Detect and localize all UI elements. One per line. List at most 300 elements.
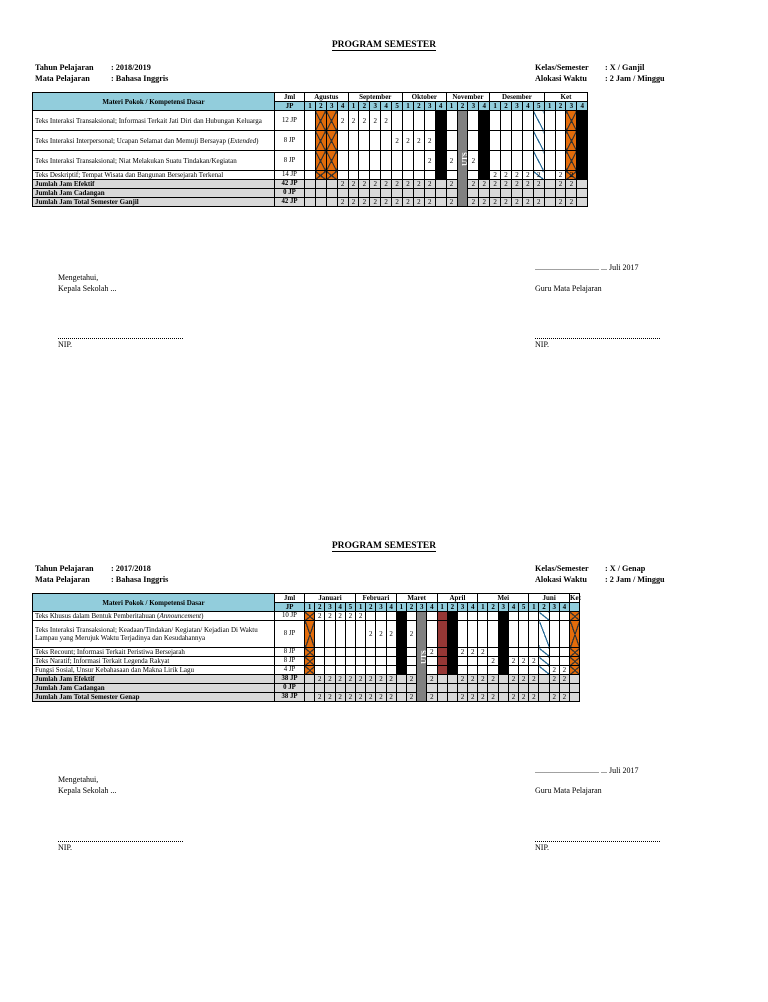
week-cell: 2 — [348, 198, 359, 207]
week-cell — [501, 151, 512, 171]
table-row — [33, 666, 580, 675]
week-cell — [498, 657, 508, 666]
week-cell — [577, 131, 588, 151]
week-cell: 2 — [555, 171, 566, 180]
nip-left: NIP. — [58, 340, 73, 349]
week-number: 2 — [413, 102, 424, 111]
materi-cell: Jumlah Jam Efektif — [33, 675, 275, 684]
week-cell: 2 — [315, 612, 325, 621]
week-cell — [529, 612, 539, 621]
week-cell — [335, 684, 345, 693]
week-cell — [381, 171, 392, 180]
week-cell — [447, 621, 457, 648]
table-row — [33, 151, 588, 171]
week-cell: 2 — [519, 675, 529, 684]
week-cell: 2 — [370, 111, 381, 131]
week-cell — [437, 684, 447, 693]
week-cell — [498, 648, 508, 657]
week-cell — [544, 111, 555, 131]
week-cell: 2 — [335, 675, 345, 684]
week-cell — [559, 684, 569, 693]
summary-row — [33, 198, 588, 207]
week-cell: 2 — [370, 180, 381, 189]
materi-cell: Teks Deskriptif; Tempat Wisata dan Bangunan Bersejarah Terkenal — [33, 171, 275, 180]
week-number: 4 — [386, 603, 396, 612]
week-number: 2 — [406, 603, 416, 612]
materi-cell: Jumlah Jam Total Semester Genap — [33, 693, 275, 702]
mengetahui-label: Mengetahui, — [58, 775, 99, 784]
week-cell: 2 — [519, 657, 529, 666]
week-cell — [508, 621, 518, 648]
week-cell — [337, 189, 348, 198]
kelas-label: Kelas/Semester — [535, 63, 589, 72]
week-cell — [406, 666, 416, 675]
week-cell — [549, 657, 559, 666]
week-cell: 2 — [392, 198, 403, 207]
month-header: Ket — [570, 594, 581, 602]
week-cell — [544, 151, 555, 171]
uts-column: UTS — [457, 111, 468, 207]
week-cell: 2 — [512, 180, 523, 189]
week-cell — [427, 666, 437, 675]
week-cell: 2 — [529, 657, 539, 666]
week-cell — [424, 189, 435, 198]
materi-cell: Jumlah Jam Total Semester Ganjil — [33, 198, 275, 207]
week-cell: 2 — [457, 648, 467, 657]
week-cell — [325, 648, 335, 657]
week-cell — [539, 684, 549, 693]
week-number: 3 — [417, 603, 427, 612]
week-cell — [376, 684, 386, 693]
week-cell: 2 — [359, 180, 370, 189]
week-cell — [501, 111, 512, 131]
week-cell — [396, 675, 406, 684]
week-cell: 2 — [468, 151, 479, 171]
week-number: 1 — [403, 102, 414, 111]
summary-row — [33, 684, 580, 693]
week-cell — [577, 180, 588, 189]
week-cell — [370, 151, 381, 171]
week-cell: 2 — [381, 111, 392, 131]
week-cell: 2 — [478, 693, 488, 702]
week-cell — [305, 666, 315, 675]
week-number: 2 — [501, 102, 512, 111]
week-cell — [396, 693, 406, 702]
week-cell — [305, 612, 315, 621]
week-cell: 2 — [376, 693, 386, 702]
week-cell: 2 — [376, 675, 386, 684]
week-cell — [386, 648, 396, 657]
materi-cell: Jumlah Jam Efektif — [33, 180, 275, 189]
week-cell — [490, 111, 501, 131]
month-header-row — [33, 594, 580, 603]
week-cell: 2 — [533, 171, 544, 180]
alokasi-label: Alokasi Waktu — [535, 74, 587, 83]
week-cell — [392, 171, 403, 180]
week-cell: 2 — [427, 675, 437, 684]
week-cell: 2 — [403, 131, 414, 151]
uts-column: UTS — [417, 612, 427, 702]
week-cell: 2 — [345, 693, 355, 702]
week-cell — [570, 648, 580, 657]
week-cell — [403, 189, 414, 198]
kepsek-label: Kepala Sekolah ... — [58, 786, 117, 795]
week-number: 4 — [522, 102, 533, 111]
week-cell: 2 — [479, 198, 490, 207]
week-cell: 2 — [566, 180, 577, 189]
jp-cell: 4 JP — [275, 666, 305, 675]
week-cell — [447, 648, 457, 657]
week-cell: 2 — [488, 693, 498, 702]
week-cell — [406, 612, 416, 621]
week-cell: 2 — [457, 693, 467, 702]
week-cell — [406, 684, 416, 693]
week-cell: 2 — [522, 180, 533, 189]
week-cell — [435, 111, 446, 131]
month-header: Maret — [396, 594, 437, 603]
week-cell: 2 — [348, 180, 359, 189]
week-cell — [478, 684, 488, 693]
week-cell — [315, 171, 326, 180]
week-cell — [348, 189, 359, 198]
alokasi-value: : 2 Jam / Minggu — [605, 575, 665, 584]
week-number — [570, 603, 580, 612]
header-jp: JP — [275, 603, 305, 612]
week-cell: 2 — [366, 621, 376, 648]
week-cell — [403, 111, 414, 131]
signature-left — [58, 335, 183, 350]
week-number: 5 — [392, 102, 403, 111]
week-cell: 2 — [488, 675, 498, 684]
week-cell — [529, 666, 539, 675]
week-cell — [392, 111, 403, 131]
week-number: 4 — [335, 603, 345, 612]
week-cell — [435, 151, 446, 171]
week-cell — [498, 612, 508, 621]
week-cell — [337, 131, 348, 151]
week-number: 1 — [355, 603, 365, 612]
week-cell — [508, 648, 518, 657]
week-cell — [522, 151, 533, 171]
materi-cell: Teks Recount; Informasi Terkait Peristiwa Bersejarah — [33, 648, 275, 657]
program-semester-ganjil — [0, 38, 768, 349]
week-cell: 2 — [424, 151, 435, 171]
week-cell — [577, 111, 588, 131]
jp-cell: 38 JP — [275, 675, 305, 684]
week-cell: 2 — [555, 180, 566, 189]
week-cell — [457, 621, 467, 648]
week-cell — [437, 693, 447, 702]
week-cell — [305, 198, 316, 207]
week-cell — [508, 684, 518, 693]
week-cell — [544, 131, 555, 151]
week-cell — [488, 684, 498, 693]
week-cell — [326, 151, 337, 171]
week-cell: 2 — [501, 180, 512, 189]
mapel-value: : Bahasa Inggris — [111, 575, 169, 584]
table-row — [33, 648, 580, 657]
materi-cell: Teks Interaksi Interpersonal; Ucapan Selamat dan Memuji Bersayap (Extended) — [33, 131, 275, 151]
schedule-table — [32, 593, 580, 702]
week-cell — [577, 198, 588, 207]
tahun-value: : 2018/2019 — [111, 63, 151, 72]
week-cell — [501, 189, 512, 198]
week-number: 4 — [337, 102, 348, 111]
week-cell — [326, 131, 337, 151]
table-row — [33, 612, 580, 621]
week-cell — [335, 666, 345, 675]
jp-cell: 10 JP — [275, 612, 305, 621]
month-header: Oktober — [403, 93, 447, 102]
month-header: Februari — [355, 594, 396, 603]
week-cell: 2 — [424, 180, 435, 189]
week-cell — [305, 131, 316, 151]
week-cell: 2 — [325, 675, 335, 684]
week-cell — [570, 675, 580, 684]
materi-cell: Jumlah Jam Cadangan — [33, 684, 275, 693]
week-cell — [544, 171, 555, 180]
week-cell — [559, 648, 569, 657]
week-cell — [335, 648, 345, 657]
week-cell — [315, 657, 325, 666]
week-cell — [366, 657, 376, 666]
week-cell — [519, 666, 529, 675]
week-cell — [381, 189, 392, 198]
week-cell — [446, 131, 457, 151]
week-number: 3 — [376, 603, 386, 612]
week-cell — [413, 151, 424, 171]
week-number: 2 — [359, 102, 370, 111]
week-cell — [326, 171, 337, 180]
tahun-label: Tahun Pelajaran — [35, 63, 94, 72]
week-cell — [508, 612, 518, 621]
week-number: 2 — [488, 603, 498, 612]
header-jml: Jml — [275, 93, 305, 102]
week-cell — [533, 189, 544, 198]
week-cell — [427, 621, 437, 648]
week-cell — [315, 648, 325, 657]
week-cell: 2 — [566, 171, 577, 180]
jp-cell: 0 JP — [275, 684, 305, 693]
week-cell — [559, 657, 569, 666]
week-cell: 2 — [337, 111, 348, 131]
week-cell — [519, 648, 529, 657]
week-number: 5 — [345, 603, 355, 612]
materi-cell: Teks Naratif; Informasi Terkait Legenda Rakyat — [33, 657, 275, 666]
week-cell — [325, 684, 335, 693]
week-cell — [577, 171, 588, 180]
week-cell — [345, 684, 355, 693]
tahun-value: : 2017/2018 — [111, 564, 151, 573]
week-cell — [490, 151, 501, 171]
week-cell — [376, 648, 386, 657]
week-cell — [468, 131, 479, 151]
week-cell — [435, 198, 446, 207]
week-number: 1 — [446, 102, 457, 111]
week-cell — [549, 621, 559, 648]
week-cell: 2 — [522, 198, 533, 207]
week-cell — [337, 171, 348, 180]
week-number: 4 — [435, 102, 446, 111]
week-cell — [345, 657, 355, 666]
week-cell — [305, 111, 316, 131]
week-cell — [529, 684, 539, 693]
month-header: September — [348, 93, 402, 102]
table-row — [33, 621, 580, 648]
week-number: 4 — [479, 102, 490, 111]
week-cell — [392, 151, 403, 171]
week-cell: 2 — [406, 693, 416, 702]
week-cell: 2 — [501, 198, 512, 207]
week-cell — [544, 180, 555, 189]
week-cell — [512, 111, 523, 131]
week-cell — [447, 684, 457, 693]
week-cell — [468, 666, 478, 675]
header-jp: JP — [275, 102, 305, 111]
week-cell: 2 — [555, 198, 566, 207]
week-cell: 2 — [508, 657, 518, 666]
meta-right — [535, 563, 665, 585]
week-cell: 2 — [424, 131, 435, 151]
week-cell — [424, 171, 435, 180]
week-cell: 2 — [325, 612, 335, 621]
week-cell — [348, 151, 359, 171]
week-number: 4 — [427, 603, 437, 612]
week-cell — [512, 131, 523, 151]
week-cell — [533, 131, 544, 151]
month-header: Januari — [305, 594, 356, 603]
week-cell — [498, 684, 508, 693]
week-cell — [478, 657, 488, 666]
week-cell — [577, 151, 588, 171]
week-cell: 2 — [355, 612, 365, 621]
week-cell — [488, 666, 498, 675]
week-number: 1 — [478, 603, 488, 612]
week-cell: 2 — [479, 180, 490, 189]
week-cell — [559, 621, 569, 648]
signature-right — [535, 335, 660, 350]
nip-right: NIP. — [535, 843, 550, 852]
summary-row — [33, 693, 580, 702]
week-cell — [325, 657, 335, 666]
month-header: November — [446, 93, 490, 102]
week-cell — [366, 612, 376, 621]
week-cell — [519, 612, 529, 621]
week-cell — [468, 189, 479, 198]
week-cell — [381, 131, 392, 151]
week-cell — [335, 657, 345, 666]
week-cell: 2 — [366, 693, 376, 702]
tahun-label: Tahun Pelajaran — [35, 564, 94, 573]
week-cell: 2 — [549, 693, 559, 702]
week-cell — [555, 189, 566, 198]
week-cell — [479, 111, 490, 131]
week-cell — [539, 621, 549, 648]
week-number: 2 — [555, 102, 566, 111]
week-cell — [424, 111, 435, 131]
week-cell — [315, 666, 325, 675]
week-cell — [355, 621, 365, 648]
week-cell — [396, 684, 406, 693]
week-cell: 2 — [549, 675, 559, 684]
week-cell — [370, 189, 381, 198]
jp-cell: 12 JP — [275, 111, 305, 131]
week-cell: 2 — [533, 198, 544, 207]
summary-row — [33, 180, 588, 189]
week-cell — [305, 657, 315, 666]
week-cell: 2 — [337, 180, 348, 189]
week-cell — [305, 171, 316, 180]
schedule-table — [32, 92, 588, 207]
mapel-label: Mata Pelajaran — [35, 575, 90, 584]
week-cell: 2 — [337, 198, 348, 207]
week-cell: 2 — [403, 198, 414, 207]
week-cell: 2 — [508, 675, 518, 684]
week-cell — [490, 131, 501, 151]
week-cell — [326, 198, 337, 207]
week-cell — [315, 684, 325, 693]
week-cell — [522, 111, 533, 131]
week-cell — [468, 621, 478, 648]
nip-right: NIP. — [535, 340, 550, 349]
week-cell — [549, 684, 559, 693]
week-cell — [326, 180, 337, 189]
week-cell — [335, 621, 345, 648]
week-cell: 2 — [457, 675, 467, 684]
week-cell: 2 — [549, 666, 559, 675]
jp-cell: 0 JP — [275, 189, 305, 198]
week-cell — [386, 666, 396, 675]
week-cell — [437, 675, 447, 684]
week-cell — [359, 131, 370, 151]
week-cell: 2 — [566, 198, 577, 207]
week-cell — [305, 189, 316, 198]
week-number: 3 — [326, 102, 337, 111]
week-cell: 2 — [392, 180, 403, 189]
week-number: 4 — [381, 102, 392, 111]
week-number: 4 — [468, 603, 478, 612]
week-cell — [539, 675, 549, 684]
week-cell — [413, 111, 424, 131]
table-row — [33, 657, 580, 666]
week-cell: 2 — [479, 151, 490, 171]
week-cell — [305, 621, 315, 648]
week-cell — [437, 657, 447, 666]
date-line: ................................ ... Juli 2017 — [535, 263, 639, 272]
week-cell: 2 — [508, 693, 518, 702]
week-cell — [529, 648, 539, 657]
week-number: 1 — [348, 102, 359, 111]
week-cell — [529, 621, 539, 648]
month-header: Desember — [490, 93, 544, 102]
week-cell: 2 — [446, 198, 457, 207]
week-cell: 2 — [468, 693, 478, 702]
jp-cell: 8 JP — [275, 131, 305, 151]
week-cell — [376, 666, 386, 675]
week-cell — [533, 111, 544, 131]
week-cell: 2 — [315, 693, 325, 702]
week-cell: 2 — [490, 198, 501, 207]
table-row — [33, 171, 588, 180]
week-cell — [403, 171, 414, 180]
week-cell — [305, 693, 315, 702]
month-header: Agustus — [305, 93, 349, 102]
week-number: 3 — [325, 603, 335, 612]
week-cell — [549, 612, 559, 621]
week-cell — [370, 131, 381, 151]
week-cell — [533, 151, 544, 171]
week-cell — [305, 151, 316, 171]
